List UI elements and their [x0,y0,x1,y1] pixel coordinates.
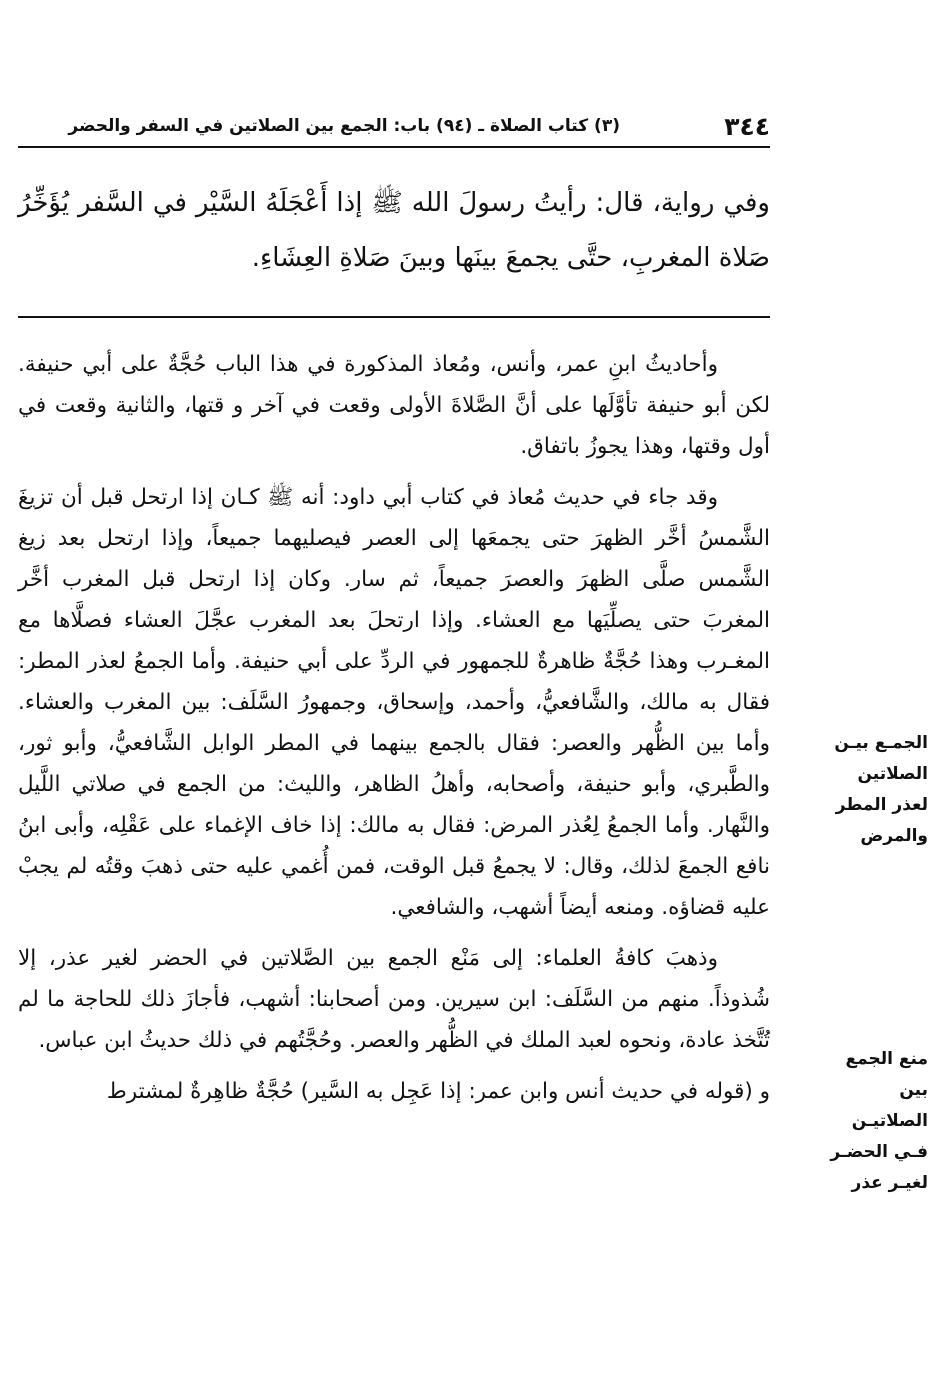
commentary-paragraph: وأحاديثُ ابنِ عمر، وأنس، ومُعاذ المذكورة في هذا الباب حُجَّةٌ على أبي حنيفة. لكن أبو حنيفة تأوَّلَها على أنَّ الصَّلاةَ الأولى وقعت في آخر و قتها، والثانية وقعت في أول وقتها، وهذا يجوزُ باتفاق. [18,352,770,459]
commentary-body [18,344,770,1122]
section-divider [18,316,770,318]
margin-note-no-excuse: منع الجمع بين الصلاتيـن فـي الحضـر لغيـر عذر [830,1049,928,1193]
commentary-paragraph: و (قوله في حديث أنس وابن عمر: إذا عَجِل به السَّير) حُجَّةٌ ظاهِرةٌ لمشترط [106,1079,770,1104]
commentary-paragraph: وقد جاء في حديث مُعاذ في كتاب أبي داود: أنه ﷺ كـان إذا ارتحل قبل أن تزيغَ الشَّمسُ أخَّر الظهرَ حتى يجمعَها إلى العصر فيصليهما جميعاً، وإذا ارتحل بعد زيغ الشَّمس صلَّى الظهرَ والعصرَ جميعاً، ثم سار. وكان إذا ارتحل قبل المغرب أخَّر المغربَ حتى يصلِّيَها مع العشاء. وإذا ارتحلَ بعد المغرب عجَّلَ العشاء فصلَّاها مع المغـرب وهذا حُجَّةٌ ظاهرةٌ للجمهور في الردِّ على أبي حنيفة. وأما الجمعُ لعذر المطر: فقال به مالك، والشَّافعيُّ، وأحمد، وإسحاق، وجمهورُ السَّلَف: بين المغرب والعشاء. وأما بين الظُّهر والعصر: فقال بالجمع بينهما في المطر الوابل الشَّافعيُّ، وأبو ثور، والطَّبري، وأبو حنيفة، وأصحابه، وأهلُ الظاهر، والليث: من الجمع في صلاتي اللَّيل والنَّهار. وأما الجمعُ لِعُذر المرض: فقال به مالك: إذا خاف الإغماء على عَقْلِه، وأبى ابنُ نافع الجمعَ لذلك، وقال: لا يجمعُ قبل الوقت، فمن أُغمي عليه حتى ذهبَ وقتُه لم يجبْ عليه قضاؤه. ومنعه أيضاً أشهب، والشافعي. [18,485,770,920]
margin-note-rain-illness: الجمـع بيـن الصلاتين لعذر المطر والمرض [834,733,928,846]
running-title: (٣) كتاب الصلاة ـ (٩٤) باب: الجمع بين الصلاتين في السفر والحضر [68,116,620,136]
commentary-paragraph: وذهبَ كافةُ العلماء: إلى مَنْع الجمع بين الصَّلاتين في الحضر لغير عذر، إلا شُذوذاً. منهم من السَّلَف: ابن سيرين. ومن أصحابنا: أشهب، فأجازَ ذلك للحاجة ما لم تُتَّخذ عادة، ونحوه لعبد الملك في الظُّهر والعصر. وحُجَّتُهم في ذلك حديثُ ابن عباس. [18,946,770,1053]
hadith-text: وفي رواية، قال: رأيتُ رسولَ الله ﷺ إذا أَعْجَلَهُ السَّيْر في السَّفر يُؤَخِّرُ صَلاة المغربِ، حتَّى يجمعَ بينَها وبينَ صَلاةِ العِشَاءِ. [18,188,770,273]
page-number: ٣٤٤ [724,112,770,141]
running-header [18,110,770,148]
